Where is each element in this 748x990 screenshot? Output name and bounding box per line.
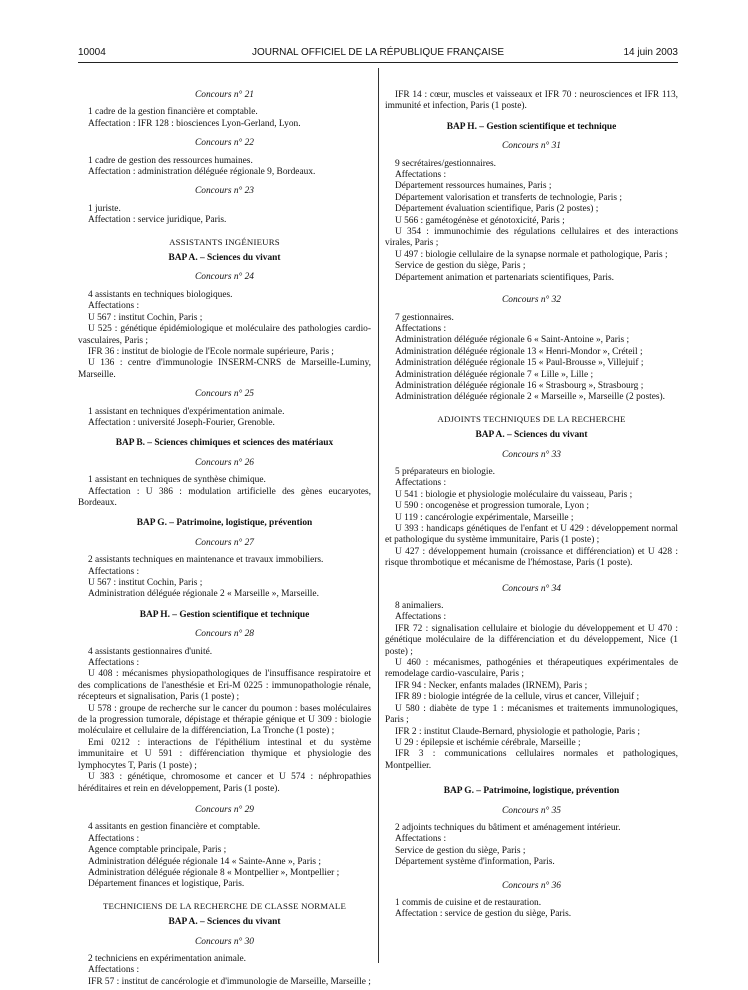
paragraph: U 29 : épilepsie et ischémie cérébrale, Marseille ; xyxy=(395,737,581,748)
paragraph: Administration déléguée régionale 7 « Lille », Lille ; xyxy=(395,369,594,380)
paragraph: Affectations : xyxy=(88,566,140,577)
paragraph: Département système d'information, Paris. xyxy=(395,857,555,868)
column-divider xyxy=(378,68,379,963)
page-number: 10004 xyxy=(78,47,106,58)
journal-title: JOURNAL OFFICIEL DE LA RÉPUBLIQUE FRANÇAISE xyxy=(251,47,505,58)
right-column xyxy=(385,90,678,921)
paragraph: Affectations : xyxy=(395,170,447,181)
paragraph: 4 assistants gestionnaires d'unité. xyxy=(88,646,213,657)
concours-title: Concours n° 36 xyxy=(502,880,561,891)
paragraph: U 590 : oncogenèse et progression tumorale, Lyon ; xyxy=(395,501,589,512)
paragraph: Administration déléguée régionale 16 « Strasbourg », Strasbourg ; xyxy=(395,380,644,391)
paragraph: 2 techniciens en expérimentation animale. xyxy=(88,953,247,964)
paragraph: Affectation : administration déléguée régionale 9, Bordeaux. xyxy=(88,167,316,178)
concours-title: Concours n° 35 xyxy=(502,805,561,816)
concours-title: Concours n° 27 xyxy=(195,537,254,548)
bap-heading: BAP G. – Patrimoine, logistique, prévention xyxy=(443,786,620,797)
paragraph: Administration déléguée régionale 2 « Marseille », Marseille. xyxy=(88,589,319,600)
paragraph: Agence comptable principale, Paris ; xyxy=(88,845,227,856)
paragraph: 2 assistants techniques en maintenance et travaux immobiliers. xyxy=(88,555,324,566)
concours-title: Concours n° 25 xyxy=(195,389,254,400)
paragraph: Affectation : université Joseph-Fourier, Grenoble. xyxy=(88,417,275,428)
concours-title: Concours n° 32 xyxy=(502,295,561,306)
paragraph: Administration déléguée régionale 14 « Sainte-Anne », Paris ; xyxy=(88,856,322,867)
bap-heading: BAP B. – Sciences chimiques et sciences des matériaux xyxy=(115,438,334,449)
paragraph: Département valorisation et transferts de technologie, Paris ; xyxy=(395,192,623,203)
bap-heading: BAP G. – Patrimoine, logistique, prévention xyxy=(136,518,313,529)
paragraph: Affectation : IFR 128 : biosciences Lyon-Gerland, Lyon. xyxy=(88,118,301,129)
paragraph: U 566 : gamétogénèse et génotoxicité, Paris ; xyxy=(395,215,565,226)
paragraph: U 119 : cancérologie expérimentale, Marseille ; xyxy=(395,512,574,523)
paragraph: 1 cadre de gestion des ressources humaines. xyxy=(88,155,253,166)
paragraph: Département animation et partenariats scientifiques, Paris. xyxy=(395,272,614,283)
paragraph: Emi 0212 : interactions de l'épithélium intestinal et du système immunitaire et U 591 : différenciation thymique et physiologie des lymphocytes T, Paris (1 poste) ; xyxy=(78,737,371,771)
paragraph: IFR 89 : biologie intégrée de la cellule, virus et cancer, Villejuif ; xyxy=(395,692,640,703)
paragraph: Affectations : xyxy=(88,658,140,669)
paragraph: Affectations : xyxy=(88,833,140,844)
paragraph: U 393 : handicaps génétiques de l'enfant et U 429 : développement normal et pathologique du système immunitaire, Paris (1 poste) ; xyxy=(385,524,678,546)
bap-heading: BAP H. – Gestion scientifique et technique xyxy=(446,121,617,132)
paragraph: IFR 57 : institut de cancérologie et d'immunologie de Marseille, Marseille ; xyxy=(88,976,371,987)
bap-heading: BAP A. – Sciences du vivant xyxy=(168,253,281,264)
paragraph: Affectations : xyxy=(395,478,447,489)
bap-heading: BAP H. – Gestion scientifique et technique xyxy=(139,609,310,620)
paragraph: 7 gestionnaires. xyxy=(395,312,454,323)
paragraph: U 541 : biologie et physiologie moléculaire du vaisseau, Paris ; xyxy=(395,489,633,500)
concours-title: Concours n° 24 xyxy=(195,272,254,283)
bap-heading: BAP A. – Sciences du vivant xyxy=(168,917,281,928)
header-rule xyxy=(78,62,678,63)
paragraph: 4 assistants en techniques biologiques. xyxy=(88,289,233,300)
paragraph: Administration déléguée régionale 15 « Paul-Brousse », Villejuif ; xyxy=(395,358,644,369)
concours-title: Concours n° 26 xyxy=(195,457,254,468)
paragraph: Département finances et logistique, Paris. xyxy=(88,879,245,890)
publication-date: 14 juin 2003 xyxy=(623,47,678,58)
paragraph: Service de gestion du siège, Paris ; xyxy=(395,845,526,856)
paragraph: 1 juriste. xyxy=(88,203,121,214)
concours-title: Concours n° 29 xyxy=(195,804,254,815)
concours-title: Concours n° 31 xyxy=(502,141,561,152)
paragraph: 1 commis de cuisine et de restauration. xyxy=(395,897,542,908)
concours-title: Concours n° 34 xyxy=(502,583,561,594)
paragraph: 8 animaliers. xyxy=(395,601,444,612)
left-column xyxy=(78,90,371,988)
concours-title: Concours n° 23 xyxy=(195,186,254,197)
paragraph: 1 cadre de la gestion financière et comptable. xyxy=(88,107,258,118)
paragraph: U 567 : institut Cochin, Paris ; xyxy=(88,312,203,323)
paragraph: U 525 : génétique épidémiologique et moléculaire des pathologies cardio-vasculaires, Paris ; xyxy=(78,324,371,346)
paragraph: IFR 2 : institut Claude-Bernard, physiologie et pathologie, Paris ; xyxy=(395,726,641,737)
paragraph: 1 assistant en techniques de synthèse chimique. xyxy=(88,475,266,486)
paragraph: 5 préparateurs en biologie. xyxy=(395,466,495,477)
section-heading: TECHNICIENS DE LA RECHERCHE DE CLASSE NORMALE xyxy=(102,900,347,911)
paragraph: Administration déléguée régionale 2 « Marseille », Marseille (2 postes). xyxy=(395,392,665,403)
concours-title: Concours n° 30 xyxy=(195,936,254,947)
paragraph: Affectations : xyxy=(395,834,447,845)
paragraph: 9 secrétaires/gestionnaires. xyxy=(395,158,497,169)
concours-title: Concours n° 21 xyxy=(195,90,254,100)
paragraph: IFR 72 : signalisation cellulaire et biologie du développement et U 470 : génétique moléculaire de la différenciation et du développement, Nice (1 poste) ; xyxy=(385,623,678,657)
paragraph: U 567 : institut Cochin, Paris ; xyxy=(88,578,203,588)
paragraph: U 136 : centre d'immunologie INSERM-CNRS de Marseille-Luminy, Marseille. xyxy=(78,358,371,380)
paragraph: Administration déléguée régionale 8 « Montpellier », Montpellier ; xyxy=(88,867,340,878)
paragraph: U 460 : mécanismes, pathogénies et thérapeutiques expérimentales de remodelage cardio-vasculaire, Paris ; xyxy=(385,658,678,680)
paragraph: Affectations : xyxy=(88,301,140,312)
paragraph: IFR 14 : cœur, muscles et vaisseaux et IFR 70 : neurosciences et IFR 113, immunité et infection, Paris (1 poste). xyxy=(385,90,678,112)
paragraph: Service de gestion du siège, Paris ; xyxy=(395,261,526,272)
paragraph: Affectations : xyxy=(395,323,447,334)
paragraph: 2 adjoints techniques du bâtiment et aménagement intérieur. xyxy=(395,822,621,833)
paragraph: Administration déléguée régionale 13 « Henri-Mondor », Créteil ; xyxy=(395,346,643,357)
paragraph: U 497 : biologie cellulaire de la synapse normale et pathologique, Paris ; xyxy=(395,249,668,260)
paragraph: Département évaluation scientifique, Paris (2 postes) ; xyxy=(395,204,599,215)
paragraph: U 354 : immunochimie des régulations cellulaires et des interactions virales, Paris ; xyxy=(385,227,678,249)
concours-title: Concours n° 22 xyxy=(195,138,254,149)
paragraph: U 408 : mécanismes physiopathologiques de l'insuffisance respiratoire et des complications de l'anesthésie et Eri-M 0225 : immunopathologie rénale, récepteurs et signalisation, Paris (1 poste) ; xyxy=(78,669,371,703)
paragraph: Affectation : service de gestion du siège, Paris. xyxy=(395,909,572,920)
paragraph: 4 assitants en gestion financière et comptable. xyxy=(88,822,261,833)
paragraph: Affectation : service juridique, Paris. xyxy=(88,215,227,226)
paragraph: Administration déléguée régionale 6 « Saint-Antoine », Paris ; xyxy=(395,335,630,346)
section-heading: ASSISTANTS INGÉNIEURS xyxy=(169,236,280,247)
paragraph: Département ressources humaines, Paris ; xyxy=(395,181,552,192)
paragraph: IFR 3 : communications cellulaires normales et pathologiques, Montpellier. xyxy=(385,749,678,771)
paragraph: IFR 94 : Necker, enfants malades (IRNEM), Paris ; xyxy=(395,680,588,691)
paragraph: 1 assistant en techniques d'expérimentation animale. xyxy=(88,406,285,417)
concours-title: Concours n° 28 xyxy=(195,629,254,640)
paragraph: U 580 : diabète de type 1 : mécanismes et traitements immunologiques, Paris ; xyxy=(385,703,678,726)
paragraph: Affectations : xyxy=(395,612,447,623)
paragraph: IFR 36 : institut de biologie de l'Ecole normale supérieure, Paris ; xyxy=(88,346,334,357)
paragraph: Affectation : U 386 : modulation artificielle des gènes eucaryotes, Bordeaux. xyxy=(78,486,371,508)
paragraph: Affectations : xyxy=(88,965,140,976)
concours-title: Concours n° 33 xyxy=(502,449,561,460)
paragraph: U 383 : génétique, chromosome et cancer et U 574 : néphropathies héréditaires et rein en développement, Paris (1 poste). xyxy=(78,772,371,794)
section-heading: ADJOINTS TECHNIQUES DE LA RECHERCHE xyxy=(437,413,626,424)
paragraph: U 427 : développement humain (croissance et différenciation) et U 428 : risque thrombotique et mécanisme de l'hémostase, Paris (1 poste). xyxy=(385,546,678,569)
paragraph: U 578 : groupe de recherche sur le cancer du poumon : bases moléculaires de la progression tumorale, dépistage et thérapie génique et U 309 : biologie moléculaire et cellulaire de la différenciation, La Tronche (1 poste) ; xyxy=(78,703,371,737)
bap-heading: BAP A. – Sciences du vivant xyxy=(475,430,588,441)
page-header xyxy=(78,47,678,63)
